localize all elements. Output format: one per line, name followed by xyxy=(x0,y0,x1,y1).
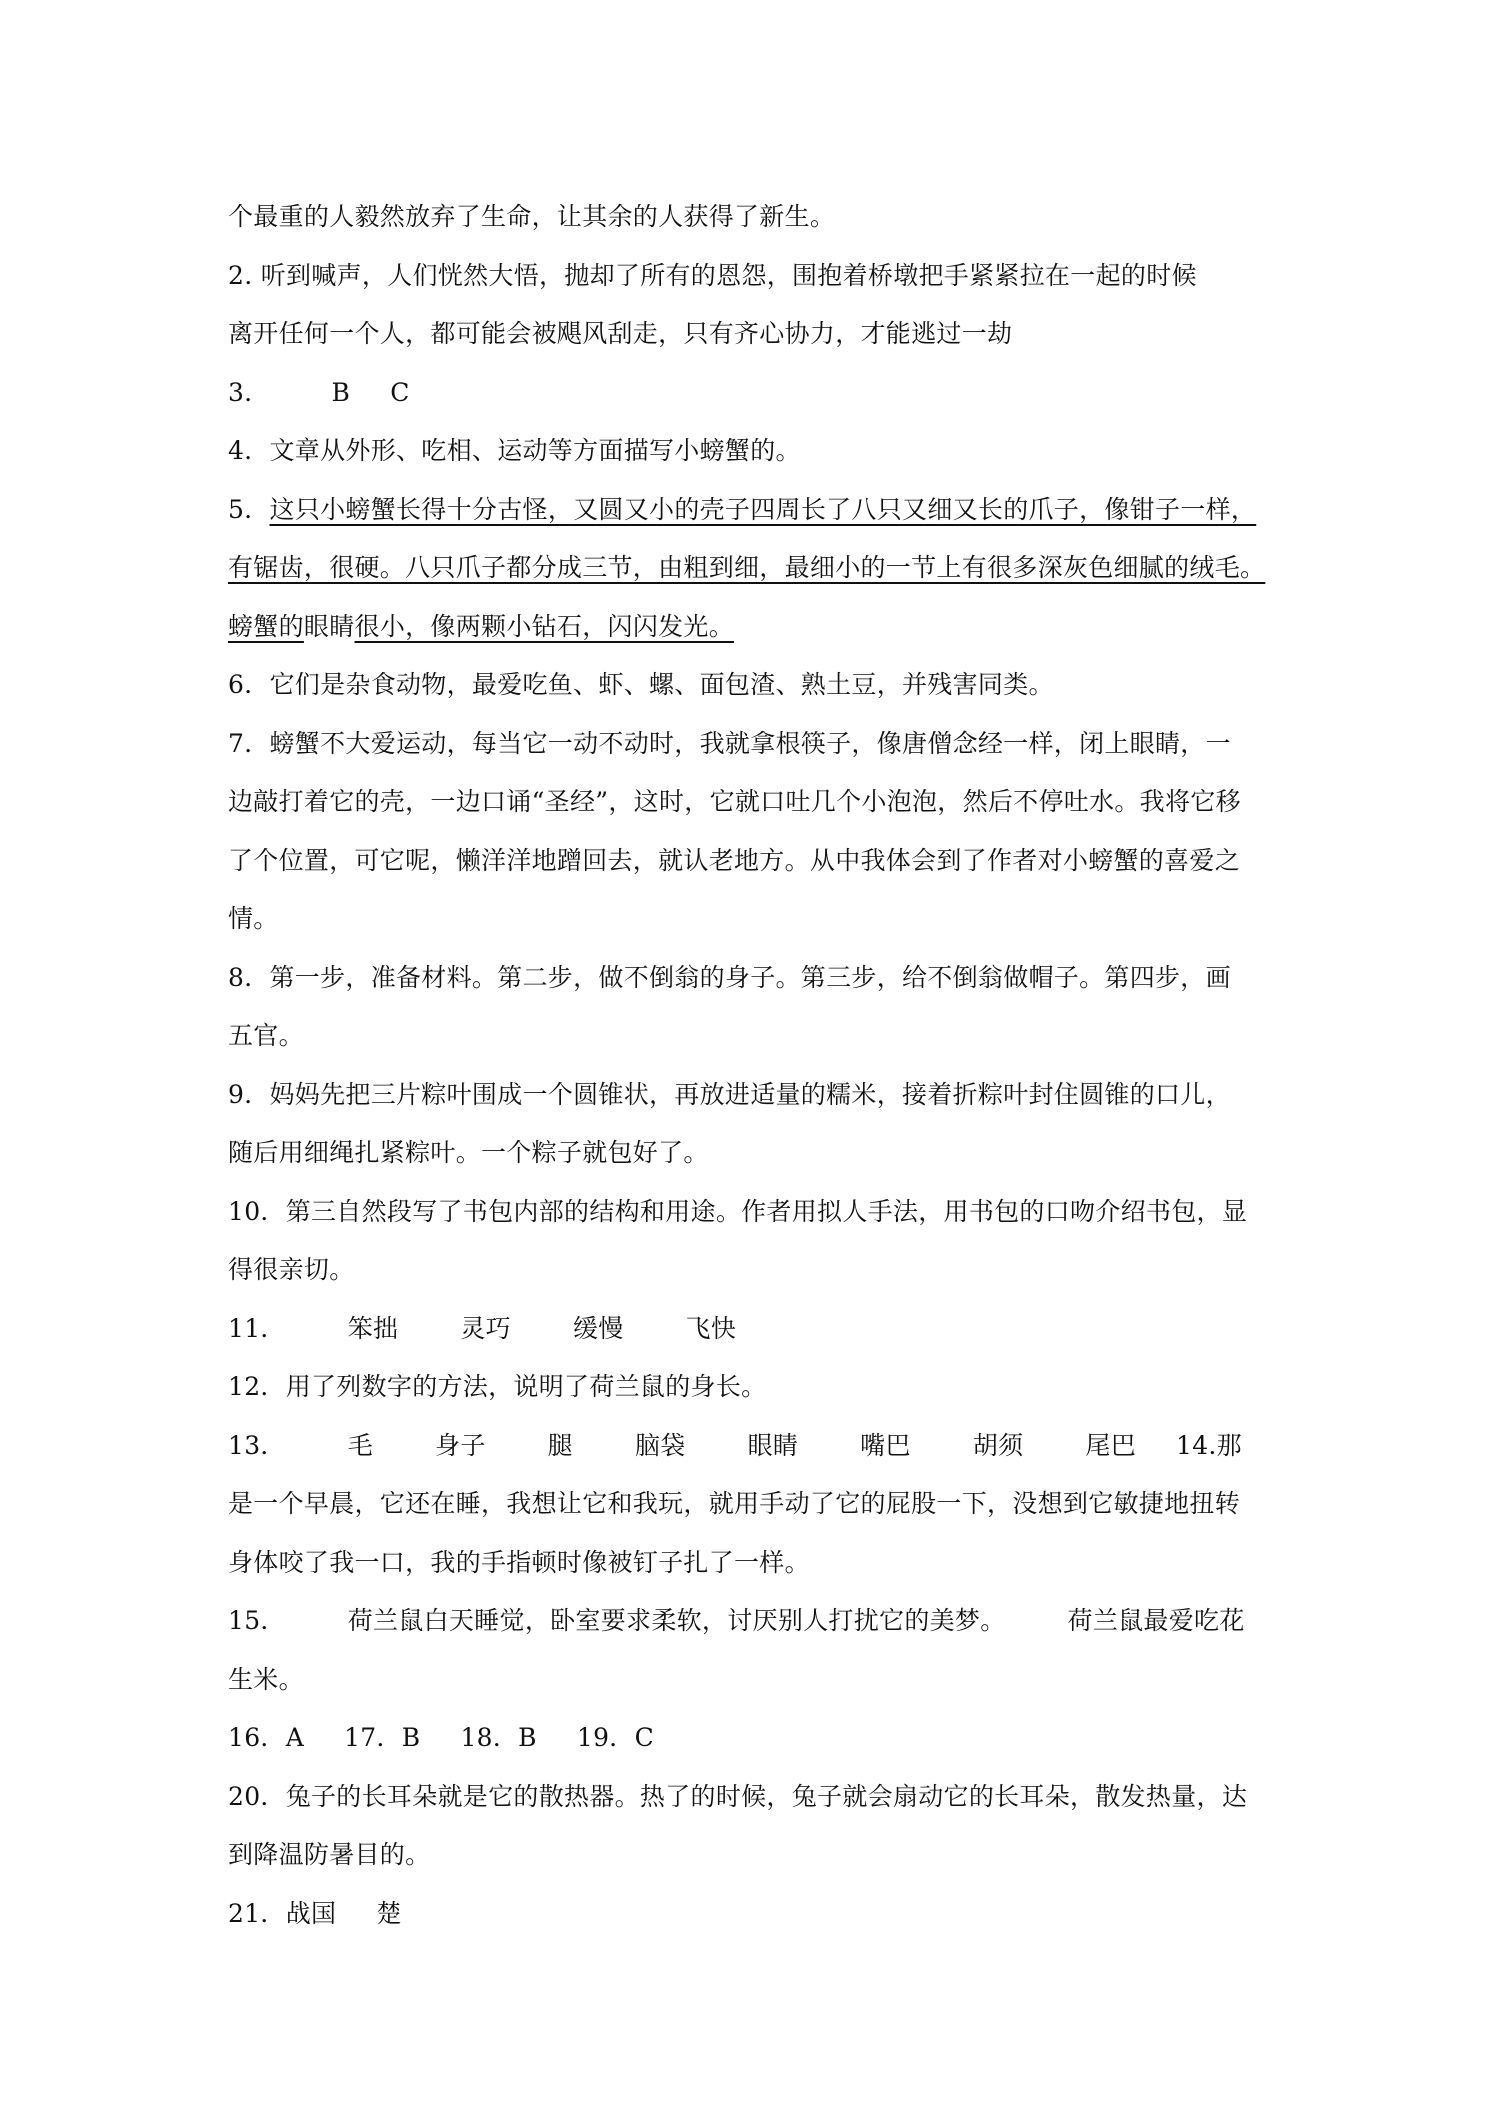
answer-8-line-1: 8．第一步，准备材料。第二步，做不倒翁的身子。第三步，给不倒翁做帽子。第四步，画 xyxy=(228,962,1231,992)
answer-13 xyxy=(228,1417,1268,1476)
answer-9-line-1: 9．妈妈先把三片粽叶围成一个圆锥状，再放进适量的糯米，接着折粽叶封住圆锥的口儿， xyxy=(228,1079,1231,1109)
word: 眼睛 xyxy=(747,1430,799,1460)
word: 腿 xyxy=(547,1430,573,1460)
answer-2-line-1: 2. 听到喊声，人们恍然大悟，抛却了所有的恩怨，围抱着桥墩把手紧紧拉在一起的时候 xyxy=(228,260,1197,290)
underlined-text: 有锯齿，很硬。八只爪子都分成三节，由粗到细，最细小的一节上有很多深灰色细腻的绒毛。 xyxy=(228,553,1266,582)
answer-number: 3． xyxy=(228,377,270,407)
answer-item: 19．C xyxy=(576,1723,654,1752)
answer-10-line-1: 10．第三自然段写了书包内部的结构和用途。作者用拟人手法，用书包的口吻介绍书包，显 xyxy=(228,1196,1248,1226)
answer-14-line-3: 身体咬了我一口，我的手指顿时像被钉子扎了一样。 xyxy=(228,1547,810,1577)
answer-5-line-1 xyxy=(228,481,1268,540)
answer-7-line-3: 了个位置，可它呢，懒洋洋地蹭回去，就认老地方。从中我体会到了作者对小螃蟹的喜爱之 xyxy=(228,845,1241,875)
word: 脑袋 xyxy=(634,1430,686,1460)
answer-20-line-2: 到降温防暑目的。 xyxy=(228,1840,431,1869)
answer-15-line-2: 生米。 xyxy=(228,1664,304,1694)
answer-8-line-2: 五官。 xyxy=(228,1021,304,1050)
word: 身子 xyxy=(435,1430,486,1460)
answer-number: 15． xyxy=(228,1606,286,1635)
answer-4: 4．文章从外形、吃相、运动等方面描写小螃蟹的。 xyxy=(228,436,801,465)
answer-21 xyxy=(228,1885,1268,1944)
answer-number: 11． xyxy=(228,1313,286,1343)
plain-text: 眼睛 xyxy=(303,611,355,641)
word: 尾巴 xyxy=(1085,1430,1136,1460)
answers-16-19 xyxy=(228,1709,1268,1768)
word: 飞快 xyxy=(685,1313,737,1343)
sentence: 荷兰鼠最爱吃花 xyxy=(1067,1606,1245,1635)
word: 嘴巴 xyxy=(860,1430,911,1460)
answer-7-line-1: 7．螃蟹不大爱运动，每当它一动不动时，我就拿根筷子，像唐僧念经一样，闭上眼睛，一 xyxy=(228,728,1231,758)
answer-14-line-2: 是一个早晨，它还在睡，我想让它和我玩，就用手动了它的屁股一下，没想到它敏捷地扭转 xyxy=(228,1489,1241,1518)
answer-number: 13． xyxy=(228,1430,286,1460)
answer-item: 16．A xyxy=(228,1723,305,1752)
word: 缓慢 xyxy=(572,1313,624,1343)
answer-text: 21．战国 xyxy=(228,1898,337,1928)
answer-11 xyxy=(228,1300,1268,1359)
answer-text: 楚 xyxy=(376,1898,402,1928)
answer-9-line-2: 随后用细绳扎紧粽叶。一个粽子就包好了。 xyxy=(228,1138,709,1167)
answer-20-line-1: 20．兔子的长耳朵就是它的散热器。热了的时候，兔子就会扇动它的长耳朵，散发热量，达 xyxy=(228,1781,1248,1811)
answer-7-line-4: 情。 xyxy=(228,904,279,933)
answer-number: 5． xyxy=(228,494,270,524)
underlined-text: 螃蟹的 xyxy=(228,611,304,641)
answer-choice: C xyxy=(390,377,410,407)
answer-10-line-2: 得很亲切。 xyxy=(228,1255,355,1284)
answer-12: 12．用了列数字的方法，说明了荷兰鼠的身长。 xyxy=(228,1372,767,1401)
text-line: 个最重的人毅然放弃了生命，让其余的人获得了新生。 xyxy=(228,202,836,231)
answer-item: 17．B xyxy=(344,1723,421,1752)
underlined-text: 这只小螃蟹长得十分古怪，又圆又小的壳子四周长了八只又细又长的爪子，像钳子一样， xyxy=(269,494,1257,524)
answer-6: 6．它们是杂食动物，最爱吃鱼、虾、螺、面包渣、熟土豆，并残害同类。 xyxy=(228,670,1054,699)
answer-choice: B xyxy=(331,377,351,407)
answer-15-line-1 xyxy=(228,1592,1268,1651)
sentence: 荷兰鼠白天睡觉，卧室要求柔软，讨厌别人打扰它的美梦。 xyxy=(347,1606,1006,1635)
underlined-text: 很小，像两颗小钻石，闪闪发光。 xyxy=(354,611,735,641)
answer-2-line-2: 离开任何一个人，都可能会被飓风刮走，只有齐心协力，才能逃过一劫 xyxy=(228,319,1013,348)
word: 胡须 xyxy=(972,1430,1024,1460)
answer-content xyxy=(228,188,1268,1943)
answer-item: 18．B xyxy=(460,1723,537,1752)
answer-5-line-3 xyxy=(228,598,1268,657)
answer-3 xyxy=(228,364,1268,423)
answer-7-line-2: 边敲打着它的壳，一边口诵“圣经”，这时，它就口吐几个小泡泡，然后不停吐水。我将它移 xyxy=(228,787,1241,816)
word: 灵巧 xyxy=(460,1313,511,1343)
word: 笨拙 xyxy=(347,1313,399,1343)
answer-5-line-2 xyxy=(228,539,1268,598)
answer-14-start: 14.那 xyxy=(1176,1430,1242,1460)
word: 毛 xyxy=(347,1430,374,1460)
